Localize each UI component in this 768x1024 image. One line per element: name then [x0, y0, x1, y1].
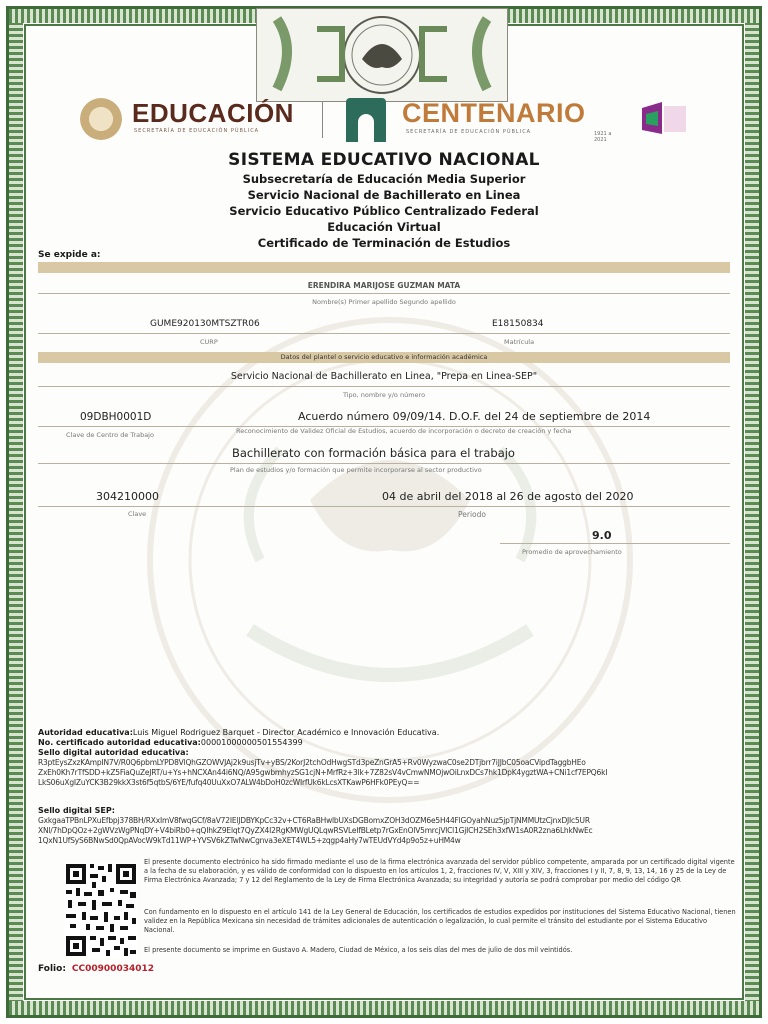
sello-sep-line-3: 1QxN1UfSyS6BNwSd0QpAVocW9kTd11WP+YVSV6kZTwNwCgnva3eXET4WL5+zqgp4aHy7wTEUdVYd4p9o5z+uHM4w: [38, 836, 461, 845]
sello-sep-line-2: XNl/7hDpQOz+2gWVzWgPNqDY+V4biRb0+qQIhkZ9Elqt7QyZX4I2RgKMWgUQLqwRSVLeIfBLetp7rGxEnOlV5mrcjVlCl1GjICH2SEh3xfW1sA0R2zna6LhkNwEc: [38, 826, 593, 835]
name-band: [38, 262, 730, 273]
curp-caption: CURP: [200, 338, 218, 346]
certificate-header: [0, 150, 768, 250]
autoridad-label: Autoridad educativa:: [38, 728, 133, 737]
logo-divider: [322, 102, 323, 138]
promedio-rule: [500, 543, 730, 544]
autoridad-value: Luis Miguel Rodriguez Barquet - Director Académico e Innovación Educativa.: [132, 728, 440, 737]
clave-centro-trabajo-caption: Clave de Centro de Trabajo: [66, 431, 154, 439]
centenario-years: 1921 a 2021: [594, 131, 612, 143]
folio-label: Folio:: [38, 964, 66, 974]
clave-caption: Clave: [128, 510, 147, 518]
student-curp: GUME920130MTSZTR06: [150, 319, 260, 329]
folio: [38, 964, 154, 974]
periodo-value: 04 de abril del 2018 al 26 de agosto del 2020: [382, 490, 634, 503]
school-band: [38, 352, 730, 363]
sep-emblem-icon: [80, 98, 122, 140]
student-name: ERENDIRA MARIJOSE GUZMAN MATA: [307, 281, 461, 290]
educacion-subtitle: SECRETARÍA DE EDUCACIÓN PÚBLICA: [134, 128, 260, 134]
system-title: SISTEMA EDUCATIVO NACIONAL: [228, 150, 540, 170]
rvoe-value: Acuerdo número 09/09/14. D.O.F. del 24 de septiembre de 2014: [298, 410, 651, 423]
qr-code-icon[interactable]: [64, 862, 138, 958]
sello-autoridad-line-2: ZxEh0Kh7rTfSDD+kZ5FiaQuZeJRT/u+Ys+hNCXAn44i6NQ/A95gwbmhyzSG1cjN+MrfRz+3lk+7Z82sV4vCmwNMOjwOiLnxDCs7hk1DpK4ygztWA+CNi1cf7EPQ6kI: [38, 768, 608, 777]
school-name-rule: [38, 386, 730, 387]
sello-autoridad-line-1: R3ptEysZxzKAmpIN7V/R0Q6pbmLYPD8VlQhGZOWVJAj2k9usjTv+yBS/2KorJ2tchOdHwgSTd3peZnGrA5+Rv0WyzwaC0se2DTjbrr7iJJbC05oaCVipdTaggbHEo: [38, 758, 586, 767]
student-name-caption: Nombre(s) Primer apellido Segundo apellido: [312, 298, 456, 306]
cert-value: 00001000000501554399: [200, 738, 303, 747]
header-line-4: Educación Virtual: [327, 220, 441, 234]
header-line-2: Servicio Nacional de Bachillerato en Linea: [247, 188, 521, 202]
clave-centro-trabajo: 09DBH0001D: [80, 411, 152, 423]
school-name: Servicio Nacional de Bachillerato en Linea, "Prepa en Linea-SEP": [230, 371, 538, 382]
centenario-subtitle: SECRETARÍA DE EDUCACIÓN PÚBLICA: [406, 129, 532, 135]
periodo-caption: Periodo: [458, 510, 486, 519]
sello-sep-label: Sello digital SEP:: [38, 806, 115, 815]
educacion-wordmark: EDUCACIÓN: [132, 98, 294, 128]
promedio-value: 9.0: [592, 529, 612, 542]
periodo-rule: [38, 506, 730, 507]
sello-autoridad-label: Sello digital autoridad educativa:: [38, 748, 189, 757]
school-name-caption: Tipo, nombre y/o número: [342, 391, 426, 399]
centenario-logo: [346, 96, 616, 144]
header-line-1: Subsecretaría de Educación Media Superior: [242, 172, 526, 186]
clave-value: 304210000: [96, 490, 159, 503]
folio-number: CC00900034012: [71, 964, 155, 974]
plan-caption: Plan de estudios y/o formación que permite incorporarse al sector productivo: [230, 466, 482, 474]
arch-icon: [346, 98, 386, 142]
student-matricula: E18150834: [492, 319, 544, 329]
sello-sep-line-1: GxkgaaTPBnLPXuEfbpj378BH/RXxImV8fwqGCf/8aV72IElJDBYKpCc32v+CT6RaBHwlbUXsDGBomxZOH3dOZM6e5H44FlGOyahNuz5jpTjNMMUtzCjnxDJIc5UR: [38, 816, 590, 825]
rvoe-caption: Reconocimiento de Validez Oficial de Estudios, acuerdo de incorporación o decreto de creación y fecha: [236, 427, 572, 435]
centenario-wordmark: CENTENARIO: [402, 98, 586, 128]
certificate-title: Certificado de Terminación de Estudios: [257, 236, 511, 250]
validez-notice: Con fundamento en lo dispuesto en el artículo 141 de la Ley General de Educación, los certificados de estudios expedidos por instituciones del Sistema Educativo Nacional, tienen validez en la República Mexicana sin necesidad de trámites adicionales de autenticación o legalización, lo cual permite el tránsito del estudiante por el Sistema Educativo Nacional.: [144, 908, 736, 934]
curp-rule: [38, 333, 730, 334]
sello-autoridad-line-3: LkS06uXgIZuYCK3B29kkX3st6f5qtbS/6YE/fufq40UuXxO7ALW4bDoH0zcWIrfUk6kLcsXTKawP6HFk0PEyQ==: [38, 778, 420, 787]
cert-label: No. certificado autoridad educativa:: [38, 738, 201, 747]
plan-estudios: Bachillerato con formación básica para el trabajo: [232, 446, 515, 460]
impresion-notice: El presente documento se imprime en Gustavo A. Madero, Ciudad de México, a los seis días del mes de julio de dos mil veintidós.: [144, 946, 573, 954]
educacion-logo: [80, 96, 310, 144]
signature-block: [38, 728, 736, 846]
name-rule: [38, 293, 730, 294]
national-seal-icon: [256, 8, 508, 102]
matricula-caption: Matrícula: [504, 338, 535, 346]
promedio-caption: Promedio de aprovechamiento: [522, 548, 622, 556]
expide-label: Se expide a:: [38, 250, 101, 260]
plan-rule: [38, 463, 730, 464]
prepa-en-linea-logo-icon: [638, 100, 688, 138]
firma-notice: El presente documento electrónico ha sido firmado mediante el uso de la firma electrónica avanzada del servidor público competente, amparada por un certificado digital vigente a la fecha de su elaboración, y es válido de conformidad con lo dispuesto en los artículos 1, 2, fracciones IV, V, XIII y XIV, 3, fracciones I y II, 7, 8, 9, 13, 14, 16 y 25 de la Ley de Firma Electrónica Avanzada; 7 y 12 del Reglamento de la Ley de Firma Electrónica Avanzada; su integridad y autoría se podrá comprobar por medio del código QR: [144, 858, 735, 884]
school-band-label: Datos del plantel o servicio educativo e información académica: [280, 353, 488, 361]
header-line-3: Servicio Educativo Público Centralizado Federal: [229, 204, 539, 218]
logo-row: [70, 96, 688, 144]
